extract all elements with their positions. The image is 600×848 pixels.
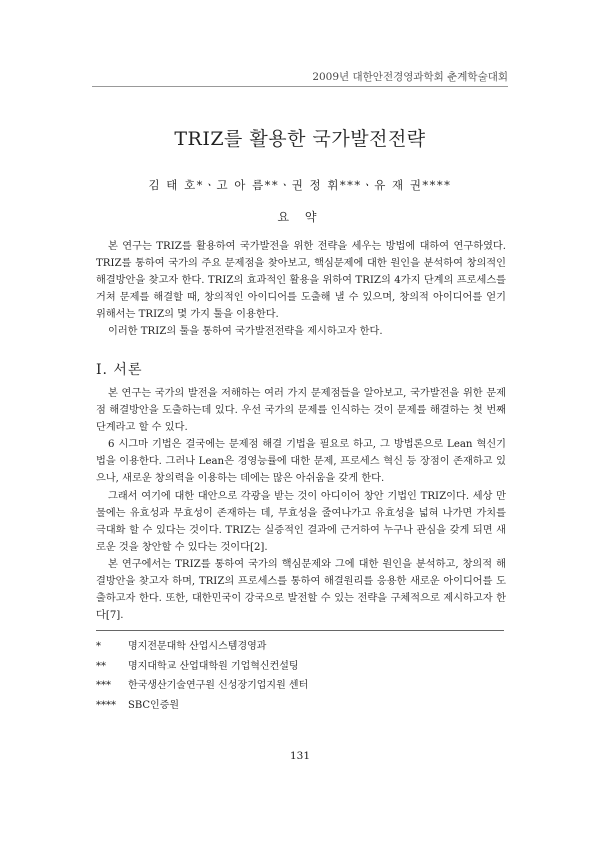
body-paragraph: 6 시그마 기법은 결국에는 문제점 해결 기법을 필요로 하고, 그 방법론으로 Lean 혁신기법을 이용한다. 그러나 Lean은 경영능률에 대한 문제, 프로세스 혁신 등 장점이 존재하고 있으나, 새로운 창의력을 이용하는 데에는 많은 아쉬움을 갖게 한다. xyxy=(96,439,506,485)
footnote-mark: **** xyxy=(96,699,116,711)
abstract-paragraph: 본 연구는 TRIZ를 활용하여 국가발전을 위한 전략을 세우는 방법에 대하여 연구하였다. TRIZ를 통하여 국가의 주요 문제점을 찾아보고, 핵심문제에 대한 원인을 분석하여 창의적인 해결방안을 찾고자 한다. TRIZ의 효과적인 활용을 위하여 TRIZ의 4가지 단계의 프로세스를 거쳐 문제를 해결할 때, 창의적인 아이디어를 도출해 낼 수 있으며, 창의적 아이디어를 얻기 위해서는 TRIZ의 몇 가지 툴을 이용한다. xyxy=(96,241,506,321)
section-body xyxy=(96,385,506,624)
section-heading: Ⅰ. 서론 xyxy=(96,362,143,378)
running-header: 2009년 대한안전경영과학회 춘계학술대회 xyxy=(312,71,508,83)
abstract-paragraph: 이러한 TRIZ의 툴을 통하여 국가발전전략을 제시하고자 한다. xyxy=(108,326,383,338)
body-paragraph: 본 연구에서는 TRIZ를 통하여 국가의 핵심문제와 그에 대한 원인을 분석하고, 창의적 해결방안을 찾고자 하며, TRIZ의 프로세스를 통하여 해결원리를 응용한 새로운 아이디어를 도출하고자 한다. 또한, 대한민국이 강국으로 발전할 수 있는 전략을 구체적으로 제시하고자 한다[7]. xyxy=(96,558,506,622)
header-divider xyxy=(92,86,508,87)
footnotes xyxy=(96,637,308,715)
footnote xyxy=(96,696,308,716)
abstract-heading: 요 약 xyxy=(277,210,323,224)
footnote-mark: ** xyxy=(96,660,106,672)
footnote-divider xyxy=(96,630,504,631)
footnote xyxy=(96,657,308,677)
footnote xyxy=(96,676,308,696)
body-paragraph: 그래서 여기에 대한 대안으로 각광을 받는 것이 아디이어 창안 기법인 TRIZ이다. 세상 만물에는 유효성과 무효성이 존재하는 데, 무효성을 줄여나가고 유효성을 넓혀 나가면 가치를 극대화 할 수 있다는 것이다. TRIZ는 실증적인 결과에 근거하여 누구나 관심을 갖게 되면 새로운 것을 창안할 수 있다는 것이다[2]. xyxy=(96,490,506,553)
author-list: 김 태 호*ㆍ고 아 름**ㆍ권 정 휘***ㆍ유 재 권**** xyxy=(148,178,452,192)
footnote-mark: * xyxy=(96,641,101,652)
footnote-mark: *** xyxy=(96,680,111,691)
footnote-text: 한국생산기술연구원 신성장기업지원 센터 xyxy=(128,680,309,691)
footnote xyxy=(96,637,308,657)
page-number: 131 xyxy=(289,750,311,762)
abstract-body xyxy=(96,238,506,341)
footnote-text: 명지대학교 산업대학원 기업혁신컨설팅 xyxy=(128,660,299,672)
footnote-text: 명지전문대학 산업시스템경영과 xyxy=(128,641,267,652)
footnote-text: SBC인증원 xyxy=(128,699,180,711)
paper-title: TRIZ를 활용한 국가발전전략 xyxy=(174,128,426,150)
body-paragraph: 본 연구는 국가의 발전을 저해하는 여러 가지 문제점들을 알아보고, 국가발전을 위한 문제점 해결방안을 도출하는데 있다. 우선 국가의 문제를 인식하는 것이 문제를 해결하는 첫 번째 단계라고 할 수 있다. xyxy=(96,388,506,434)
